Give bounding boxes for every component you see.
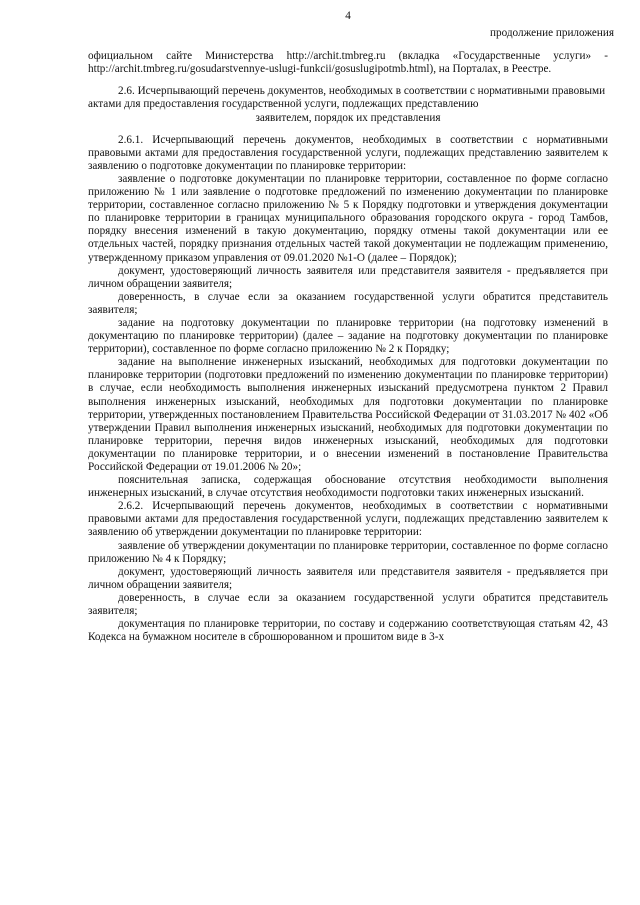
list-item-2-6-1-d: задание на подготовку документации по планировке территории (на подготовку изменений в документацию по планировке территории) (далее – задание на подготовку документации по планировке территории), составленное по форме согласно приложению № 2 к Порядку; [88, 316, 608, 356]
intro-paragraph: официальном сайте Министерства http://archit.tmbreg.ru (вкладка «Государственные услуги» - http://archit.tmbreg.ru/gosudarstvennye-uslugi-funkcii/gosuslugipotmb.html), на Порталах, в Реестре. [88, 50, 608, 76]
section-heading [88, 85, 608, 124]
list-item-2-6-1-b: документ, удостоверяющий личность заявителя или представителя заявителя - предъявляется при личном обращении заявителя; [88, 264, 608, 290]
list-item-2-6-2-c: доверенность, в случае если за оказанием государственной услуги обратится представитель заявителя; [88, 591, 608, 618]
paragraph-2-6-2: 2.6.2. Исчерпывающий перечень документов, необходимых в соответствии с нормативными правовыми актами для предоставления государственной услуги, подлежащих представлению заявителем к заявлению об утверждении документации по планировке территории: [88, 500, 608, 539]
list-item-2-6-1-a: заявление о подготовке документации по планировке территории, составленное по форме согласно приложению № 1 или заявление о подготовке предложений по изменению документации по планировке территории, составленное согласно приложению № 5 к Порядку подготовки и утверждения документации по планировке территории в границах муниципального образования городского округа - город Тамбов, порядку внесения изменений в такую документацию, порядку отмены такой документации или ее отдельных частей, порядку признания отдельных частей такой документации не подлежащим применению, утвержденному приказом управления от 09.01.2020 №1-О (далее – Порядок); [88, 172, 608, 264]
list-item-2-6-1-e: задание на выполнение инженерных изысканий, необходимых для подготовки документации по планировке территории (подготовки предложений по изменению документации по планировке территории) в случае, если необходимость выполнения инженерных изысканий предусмотрена пунктом 2 Правил выполнения инженерных изысканий, необходимых для подготовки документации по планировке территории, утвержденных постановлением Правительства Российской Федерации от 31.03.2017 № 402 «Об утверждении Правил выполнения инженерных изысканий, необходимых для подготовки документации по планировке территории, перечня видов инженерных изысканий, необходимых для подготовки документации по планировке территории, и о внесении изменений в постановление Правительства Российской Федерации от 19.01.2006 № 20»; [88, 356, 608, 473]
document-body [88, 10, 614, 644]
list-item-2-6-1-f: пояснительная записка, содержащая обоснование отсутствия необходимости выполнения инженерных изысканий, в случае отсутствия необходимости подготовки таких инженерных изысканий. [88, 474, 608, 500]
paragraph-2-6-1: 2.6.1. Исчерпывающий перечень документов, необходимых в соответствии с нормативными правовыми актами для предоставления государственной услуги, подлежащих представлению заявителем к заявлению о подготовке документации по планировке территории: [88, 133, 608, 172]
list-item-2-6-2-b: документ, удостоверяющий личность заявителя или представителя заявителя - предъявляется при личном обращении заявителя; [88, 565, 608, 591]
list-item-2-6-1-c: доверенность, в случае если за оказанием государственной услуги обратится представитель заявителя; [88, 290, 608, 316]
continuation-label: продолжение приложения [490, 27, 614, 40]
section-heading-line-1: 2.6. Исчерпывающий перечень документов, необходимых в соответствии с нормативными правовыми актами для предоставления государственной услуги, подлежащих представлению [88, 85, 606, 111]
section-heading-line-2: заявителем, порядок их представления [255, 111, 441, 124]
list-item-2-6-2-d: документация по планировке территории, по составу и содержанию соответствующая статьям 42, 43 Кодекса на бумажном носителе в сброшюрованном и прошитом виде в 3-х [88, 618, 608, 644]
list-item-2-6-2-a: заявление об утверждении документации по планировке территории, составленное по форме согласно приложению № 4 к Порядку; [88, 539, 608, 565]
page-number: 4 [345, 10, 351, 22]
